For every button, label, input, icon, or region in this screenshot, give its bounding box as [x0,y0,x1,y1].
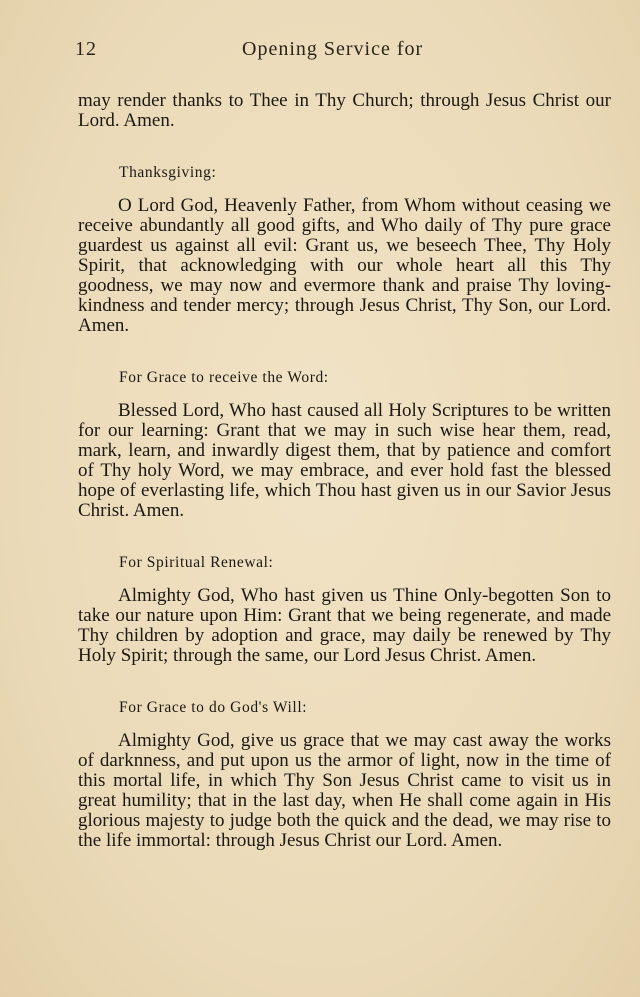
section-heading: Thanksgiving: [119,164,217,181]
section-gods-will [78,698,611,851]
section-body: O Lord God, Heavenly Father, from Whom without ceasing we receive abundantly all good gifts, and Who daily of Thy pure grace guardest us against all evil: Grant us, we beseech Thee, Thy Holy Spirit, that acknowledging with our whole heart all this Thy goodness, we may now and evermore thank and praise Thy loving-kindness and tender mercy; through Jesus Christ, Thy Son, our Lord. Amen. [78,195,611,336]
page-number: 12 [75,38,97,60]
section-body: Almighty God, give us grace that we may cast away the works of darknness, and put upon us the armor of light, now in the time of this mortal life, in which Thy Son Jesus Christ came to visit us in great humility; that in the last day, when He shall come again in His glorious majesty to judge both the quick and the dead, we may rise to the life immortal: through Jesus Christ our Lord. Amen. [78,730,611,851]
section-body: Almighty God, Who hast given us Thine Only-begotten Son to take our nature upon Him: Grant that we being regenerate, and made Thy children by adoption and grace, may daily be renewed by Thy Holy Spirit; through the same, our Lord Jesus Christ. Amen. [78,585,611,666]
running-head [75,0,611,86]
section-grace-word [78,368,611,521]
section-body: Blessed Lord, Who hast caused all Holy Scriptures to be written for our learning: Grant that we may in such wise hear them, read, mark, learn, and inwardly digest them, that by patience and comfort of Thy holy Word, we may embrace, and ever hold fast the blessed hope of everlasting life, which Thou hast given us in our Savior Jesus Christ. Amen. [78,400,611,521]
running-title: Opening Service for [242,38,424,60]
section-thanksgiving [78,163,611,336]
section-spiritual-renewal [78,553,611,666]
section-heading: For Grace to receive the Word: [119,369,329,386]
section-heading: For Grace to do God's Will: [119,699,308,716]
section-heading: For Spiritual Renewal: [119,554,274,571]
opening-paragraph: may render thanks to Thee in Thy Church; through Jesus Christ our Lord. Amen. [78,90,611,131]
